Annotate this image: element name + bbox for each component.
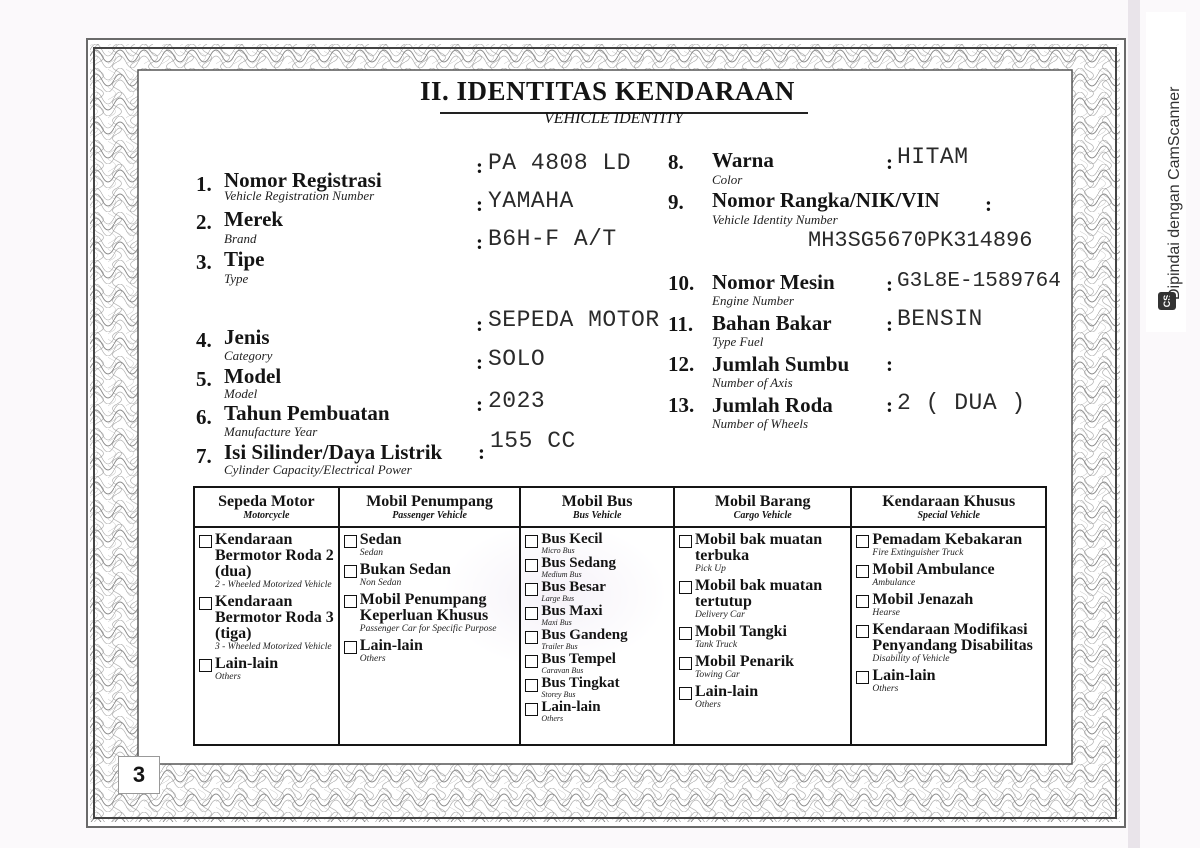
option-label: Bus Besar bbox=[541, 579, 606, 595]
option-sublabel: Hearse bbox=[872, 608, 900, 618]
field-number: 10. bbox=[668, 271, 695, 295]
checkbox[interactable] bbox=[344, 565, 357, 578]
checkbox[interactable] bbox=[525, 631, 538, 644]
field-label: Nomor Rangka/NIK/VIN bbox=[712, 188, 940, 212]
field-sublabel: Number of Axis bbox=[712, 375, 793, 390]
checkbox[interactable] bbox=[199, 597, 212, 610]
field-label: Tipe bbox=[224, 247, 265, 271]
category-option bbox=[679, 578, 847, 621]
option-label: Mobil Tangki bbox=[694, 623, 787, 640]
field-colon: : bbox=[985, 192, 992, 216]
field-value-registration: PA 4808 LD bbox=[488, 150, 632, 176]
field-colon: : bbox=[476, 192, 483, 216]
field-sublabel: Category bbox=[224, 348, 273, 363]
category-header bbox=[674, 487, 851, 527]
option-sublabel: Fire Extinguisher Truck bbox=[872, 548, 964, 558]
checkbox[interactable] bbox=[856, 595, 869, 608]
option-sublabel: Large Bus bbox=[541, 594, 575, 603]
checkbox[interactable] bbox=[525, 535, 538, 548]
field-value-model: SOLO bbox=[488, 346, 546, 372]
field-sublabel: Engine Number bbox=[712, 293, 794, 308]
field-sublabel: Type bbox=[224, 271, 249, 286]
field-number: 13. bbox=[668, 393, 695, 417]
field-value-category: SEPEDA MOTOR bbox=[488, 307, 660, 333]
option-sublabel: 3 - Wheeled Motorized Vehicle bbox=[215, 642, 332, 652]
category-option bbox=[199, 656, 335, 683]
checkbox[interactable] bbox=[856, 625, 869, 638]
checkbox[interactable] bbox=[679, 687, 692, 700]
field-label: Isi Silinder/Daya Listrik bbox=[224, 440, 443, 464]
field-sublabel: Manufacture Year bbox=[224, 424, 318, 439]
option-sublabel: Medium Bus bbox=[541, 570, 582, 579]
option-sublabel: Sedan bbox=[359, 548, 383, 558]
field-label: Nomor Mesin bbox=[712, 270, 835, 294]
option-label: Bus Kecil bbox=[541, 531, 603, 547]
checkbox[interactable] bbox=[344, 641, 357, 654]
field-value-engine: G3L8E-1589764 bbox=[897, 270, 1061, 293]
category-option bbox=[199, 594, 335, 653]
option-label: Bus Tingkat bbox=[541, 675, 620, 691]
option-label: Lain-lain bbox=[694, 683, 759, 700]
field-label: Jumlah Roda bbox=[712, 393, 833, 417]
field-colon: : bbox=[886, 150, 893, 174]
option-sublabel: Storey Bus bbox=[541, 690, 576, 699]
field-sublabel: Number of Wheels bbox=[712, 416, 809, 431]
category-option bbox=[679, 532, 847, 575]
field-label: Warna bbox=[712, 148, 774, 172]
category-option bbox=[525, 652, 670, 675]
field-value-brand: YAMAHA bbox=[488, 188, 574, 214]
category-header-row bbox=[194, 487, 1046, 527]
field-sublabel: Type Fuel bbox=[712, 334, 764, 349]
category-option bbox=[525, 580, 670, 603]
checkbox[interactable] bbox=[679, 535, 692, 548]
option-sublabel: Others bbox=[694, 700, 721, 710]
checkbox[interactable] bbox=[525, 655, 538, 668]
option-sublabel: Caravan Bus bbox=[541, 666, 584, 675]
option-sublabel: Tank Truck bbox=[694, 640, 738, 650]
field-label: Bahan Bakar bbox=[712, 311, 832, 335]
field-label: Model bbox=[224, 364, 282, 388]
checkbox[interactable] bbox=[525, 607, 538, 620]
field-value-type: B6H-F A/T bbox=[488, 226, 617, 252]
field-label: Jumlah Sumbu bbox=[712, 352, 850, 376]
category-option bbox=[199, 532, 335, 591]
field-value-cylinder: 155 CC bbox=[490, 428, 576, 454]
option-label: Lain-lain bbox=[541, 699, 601, 715]
category-option bbox=[679, 684, 847, 711]
checkbox[interactable] bbox=[856, 565, 869, 578]
option-sublabel: Delivery Car bbox=[694, 610, 745, 620]
category-header bbox=[194, 487, 339, 527]
option-sublabel: Trailer Bus bbox=[541, 642, 578, 651]
category-header bbox=[520, 487, 674, 527]
category-header-sub: Bus Vehicle bbox=[572, 510, 622, 521]
option-label: Pemadam Kebakaran bbox=[872, 531, 1023, 548]
checkbox[interactable] bbox=[199, 659, 212, 672]
option-label: Lain-lain bbox=[215, 655, 279, 672]
category-header-sub: Special Vehicle bbox=[917, 510, 980, 521]
option-sublabel: Non Sedan bbox=[359, 578, 402, 588]
field-colon: : bbox=[886, 352, 893, 376]
field-label: Nomor Registrasi bbox=[224, 168, 382, 192]
category-option bbox=[525, 556, 670, 579]
category-option bbox=[344, 532, 517, 559]
option-label: Bus Gandeng bbox=[541, 627, 628, 643]
category-header-title: Mobil Penumpang bbox=[366, 493, 493, 510]
option-label: Kendaraan Modifikasi Penyandang Disabilitas bbox=[872, 621, 1033, 654]
category-option bbox=[679, 654, 847, 681]
option-label: Bus Tempel bbox=[541, 651, 616, 667]
category-header-sub: Motorcycle bbox=[243, 510, 290, 521]
option-sublabel: Towing Car bbox=[694, 670, 740, 680]
field-sublabel: Model bbox=[224, 386, 258, 401]
category-option bbox=[525, 532, 670, 555]
camscanner-logo-icon: CS bbox=[1158, 292, 1176, 310]
category-column bbox=[339, 527, 521, 745]
option-label: Mobil Penumpang Keperluan Khusus bbox=[359, 591, 489, 624]
category-header-title: Sepeda Motor bbox=[218, 493, 315, 510]
category-options-row bbox=[194, 527, 1046, 745]
option-label: Mobil Penarik bbox=[694, 653, 795, 670]
field-value-vin: MH3SG5670PK314896 bbox=[808, 228, 1033, 253]
category-option bbox=[525, 628, 670, 651]
category-option bbox=[525, 604, 670, 627]
field-colon: : bbox=[476, 154, 483, 178]
category-option bbox=[856, 622, 1042, 665]
category-option bbox=[344, 638, 517, 665]
field-sublabel: Vehicle Registration Number bbox=[224, 188, 375, 203]
field-number: 11. bbox=[668, 312, 694, 336]
field-value-wheels: 2 ( DUA ) bbox=[897, 390, 1026, 416]
category-option bbox=[856, 592, 1042, 619]
option-label: Kendaraan Bermotor Roda 3 (tiga) bbox=[215, 593, 334, 642]
checkbox[interactable] bbox=[856, 671, 869, 684]
checkbox[interactable] bbox=[679, 627, 692, 640]
field-number: 4. bbox=[196, 328, 212, 352]
option-sublabel: 2 - Wheeled Motorized Vehicle bbox=[215, 580, 332, 590]
field-number: 8. bbox=[668, 150, 684, 174]
option-sublabel: Others bbox=[359, 654, 386, 664]
option-sublabel: Others bbox=[872, 684, 899, 694]
option-label: Mobil bak muatan tertutup bbox=[694, 577, 823, 610]
checkbox[interactable] bbox=[679, 657, 692, 670]
option-sublabel: Pick Up bbox=[694, 564, 726, 574]
field-label: Jenis bbox=[224, 325, 270, 349]
option-label: Lain-lain bbox=[359, 637, 423, 654]
category-option bbox=[679, 624, 847, 651]
checkbox[interactable] bbox=[525, 679, 538, 692]
field-label: Tahun Pembuatan bbox=[224, 401, 390, 425]
option-sublabel: Others bbox=[215, 672, 241, 682]
category-option bbox=[856, 668, 1042, 695]
checkbox[interactable] bbox=[525, 559, 538, 572]
field-colon: : bbox=[886, 312, 893, 336]
category-column bbox=[520, 527, 674, 745]
field-colon: : bbox=[476, 312, 483, 336]
field-number: 12. bbox=[668, 352, 695, 376]
field-colon: : bbox=[476, 392, 483, 416]
checkbox[interactable] bbox=[525, 703, 538, 716]
checkbox[interactable] bbox=[856, 535, 869, 548]
field-number: 1. bbox=[196, 172, 212, 196]
category-header bbox=[339, 487, 521, 527]
checkbox[interactable] bbox=[679, 581, 692, 594]
category-option bbox=[856, 532, 1042, 559]
field-colon: : bbox=[476, 350, 483, 374]
field-colon: : bbox=[476, 230, 483, 254]
category-header-sub: Cargo Vehicle bbox=[733, 510, 792, 521]
category-option bbox=[856, 562, 1042, 589]
category-header-sub: Passenger Vehicle bbox=[392, 510, 467, 521]
category-header bbox=[851, 487, 1046, 527]
field-number: 2. bbox=[196, 210, 212, 234]
field-value-year: 2023 bbox=[488, 388, 546, 414]
field-number: 6. bbox=[196, 405, 212, 429]
category-option bbox=[344, 562, 517, 589]
checkbox[interactable] bbox=[344, 595, 357, 608]
option-sublabel: Others bbox=[541, 714, 564, 723]
option-sublabel: Passenger Car for Specific Purpose bbox=[359, 624, 497, 634]
option-label: Bus Sedang bbox=[541, 555, 616, 571]
category-option bbox=[344, 592, 517, 635]
option-sublabel: Ambulance bbox=[872, 578, 916, 588]
option-label: Mobil bak muatan terbuka bbox=[694, 531, 823, 564]
vehicle-category-table bbox=[193, 486, 1047, 746]
option-label: Lain-lain bbox=[872, 667, 936, 684]
page-number: 3 bbox=[118, 756, 160, 794]
field-colon: : bbox=[886, 393, 893, 417]
checkbox[interactable] bbox=[199, 535, 212, 548]
option-label: Kendaraan Bermotor Roda 2 (dua) bbox=[215, 531, 334, 580]
field-colon: : bbox=[886, 272, 893, 296]
category-column bbox=[851, 527, 1046, 745]
field-number: 5. bbox=[196, 367, 212, 391]
option-label: Bukan Sedan bbox=[359, 561, 451, 578]
category-column bbox=[194, 527, 339, 745]
field-sublabel: Color bbox=[712, 172, 743, 187]
option-label: Mobil Ambulance bbox=[872, 561, 995, 578]
category-option bbox=[525, 676, 670, 699]
option-sublabel: Disability of Vehicle bbox=[872, 654, 950, 664]
checkbox[interactable] bbox=[525, 583, 538, 596]
scanner-watermark: Dipindai dengan CamScanner bbox=[1166, 86, 1183, 300]
option-label: Sedan bbox=[359, 531, 402, 548]
field-number: 9. bbox=[668, 190, 684, 214]
option-label: Mobil Jenazah bbox=[872, 591, 974, 608]
field-sublabel: Vehicle Identity Number bbox=[712, 212, 838, 227]
category-header-title: Mobil Bus bbox=[561, 493, 633, 510]
checkbox[interactable] bbox=[344, 535, 357, 548]
page-title: II. IDENTITAS KENDARAAN bbox=[420, 76, 795, 106]
field-number: 3. bbox=[196, 250, 212, 274]
option-sublabel: Maxi Bus bbox=[541, 618, 572, 627]
field-sublabel: Brand bbox=[224, 231, 257, 246]
field-value-color: HITAM bbox=[897, 144, 969, 170]
category-option bbox=[525, 700, 670, 723]
field-colon: : bbox=[478, 440, 485, 464]
option-label: Bus Maxi bbox=[541, 603, 603, 619]
category-column bbox=[674, 527, 851, 745]
category-header-title: Kendaraan Khusus bbox=[882, 493, 1016, 510]
field-sublabel: Cylinder Capacity/Electrical Power bbox=[224, 462, 412, 477]
field-label: Merek bbox=[224, 207, 284, 231]
category-header-title: Mobil Barang bbox=[714, 493, 811, 510]
page-subtitle: VEHICLE IDENTITY bbox=[544, 110, 684, 127]
option-sublabel: Micro Bus bbox=[541, 546, 575, 555]
field-number: 7. bbox=[196, 444, 212, 468]
field-value-fuel: BENSIN bbox=[897, 306, 983, 332]
